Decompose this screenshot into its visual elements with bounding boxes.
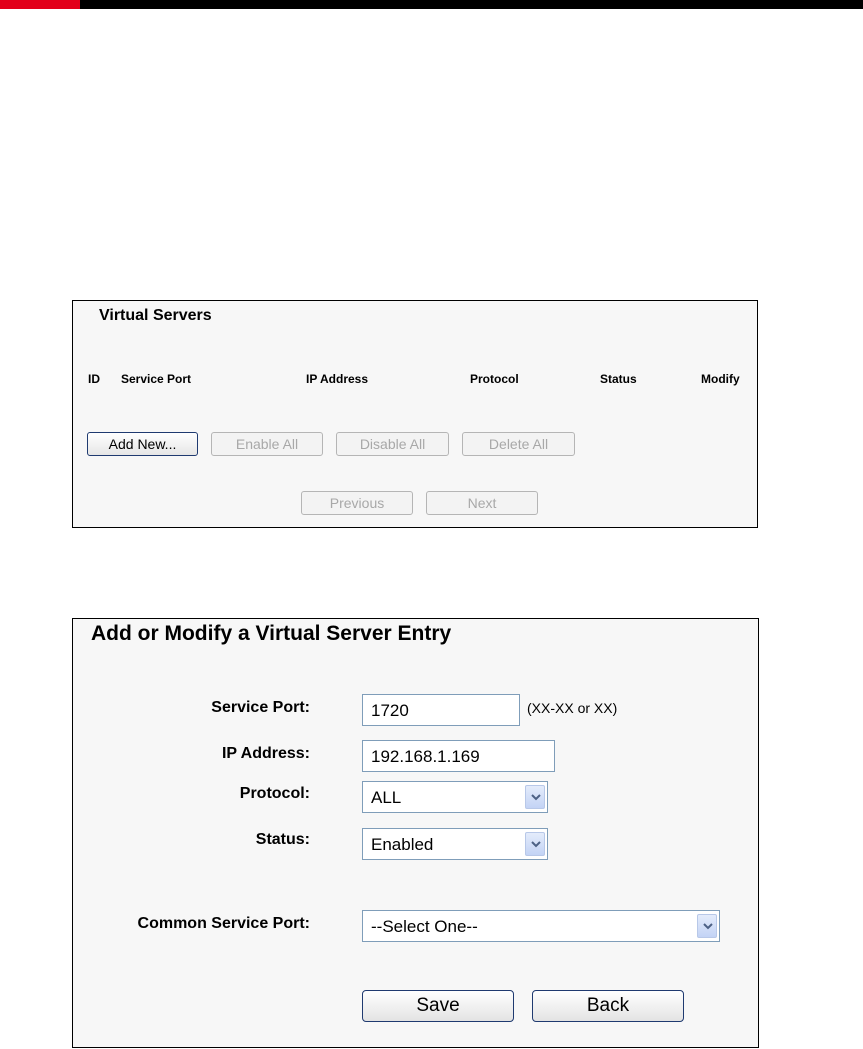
column-header-status: Status — [600, 372, 637, 386]
enable-all-button[interactable]: Enable All — [211, 432, 323, 456]
column-header-modify: Modify — [701, 372, 740, 386]
service-port-input[interactable]: 1720 — [362, 694, 520, 726]
common-service-port-selected-value: --Select One-- — [371, 917, 478, 936]
entry-form-title: Add or Modify a Virtual Server Entry — [91, 622, 452, 645]
column-header-id: ID — [88, 372, 100, 386]
virtual-servers-title: Virtual Servers — [99, 307, 212, 324]
status-label: Status: — [255, 831, 310, 848]
common-service-port-label: Common Service Port: — [137, 915, 310, 932]
header-bar — [0, 0, 863, 9]
service-port-label: Service Port: — [211, 699, 310, 716]
back-button[interactable]: Back — [532, 990, 684, 1022]
chevron-down-icon[interactable] — [525, 785, 545, 809]
status-selected-value: Enabled — [371, 835, 434, 854]
chevron-down-icon[interactable] — [525, 832, 545, 856]
column-header-service-port: Service Port — [121, 372, 192, 386]
previous-button[interactable]: Previous — [301, 491, 413, 515]
brand-accent-strip — [0, 0, 80, 9]
column-header-ip-address: IP Address — [306, 372, 369, 386]
status-select[interactable] — [362, 828, 548, 860]
disable-all-button[interactable]: Disable All — [336, 432, 449, 456]
protocol-label: Protocol: — [239, 785, 310, 802]
virtual-servers-panel — [72, 300, 758, 528]
ip-address-input[interactable]: 192.168.1.169 — [362, 740, 555, 772]
add-new-button[interactable]: Add New... — [87, 432, 198, 456]
service-port-hint: (XX-XX or XX) — [527, 700, 618, 716]
protocol-select[interactable] — [362, 781, 548, 813]
next-button[interactable]: Next — [426, 491, 538, 515]
delete-all-button[interactable]: Delete All — [462, 432, 575, 456]
ip-address-label: IP Address: — [221, 745, 310, 762]
add-modify-entry-panel — [72, 618, 759, 1048]
chevron-down-icon[interactable] — [697, 914, 717, 938]
save-button[interactable]: Save — [362, 990, 514, 1022]
column-header-protocol: Protocol — [470, 372, 519, 386]
common-service-port-select[interactable] — [362, 910, 720, 942]
protocol-selected-value: ALL — [371, 788, 402, 807]
